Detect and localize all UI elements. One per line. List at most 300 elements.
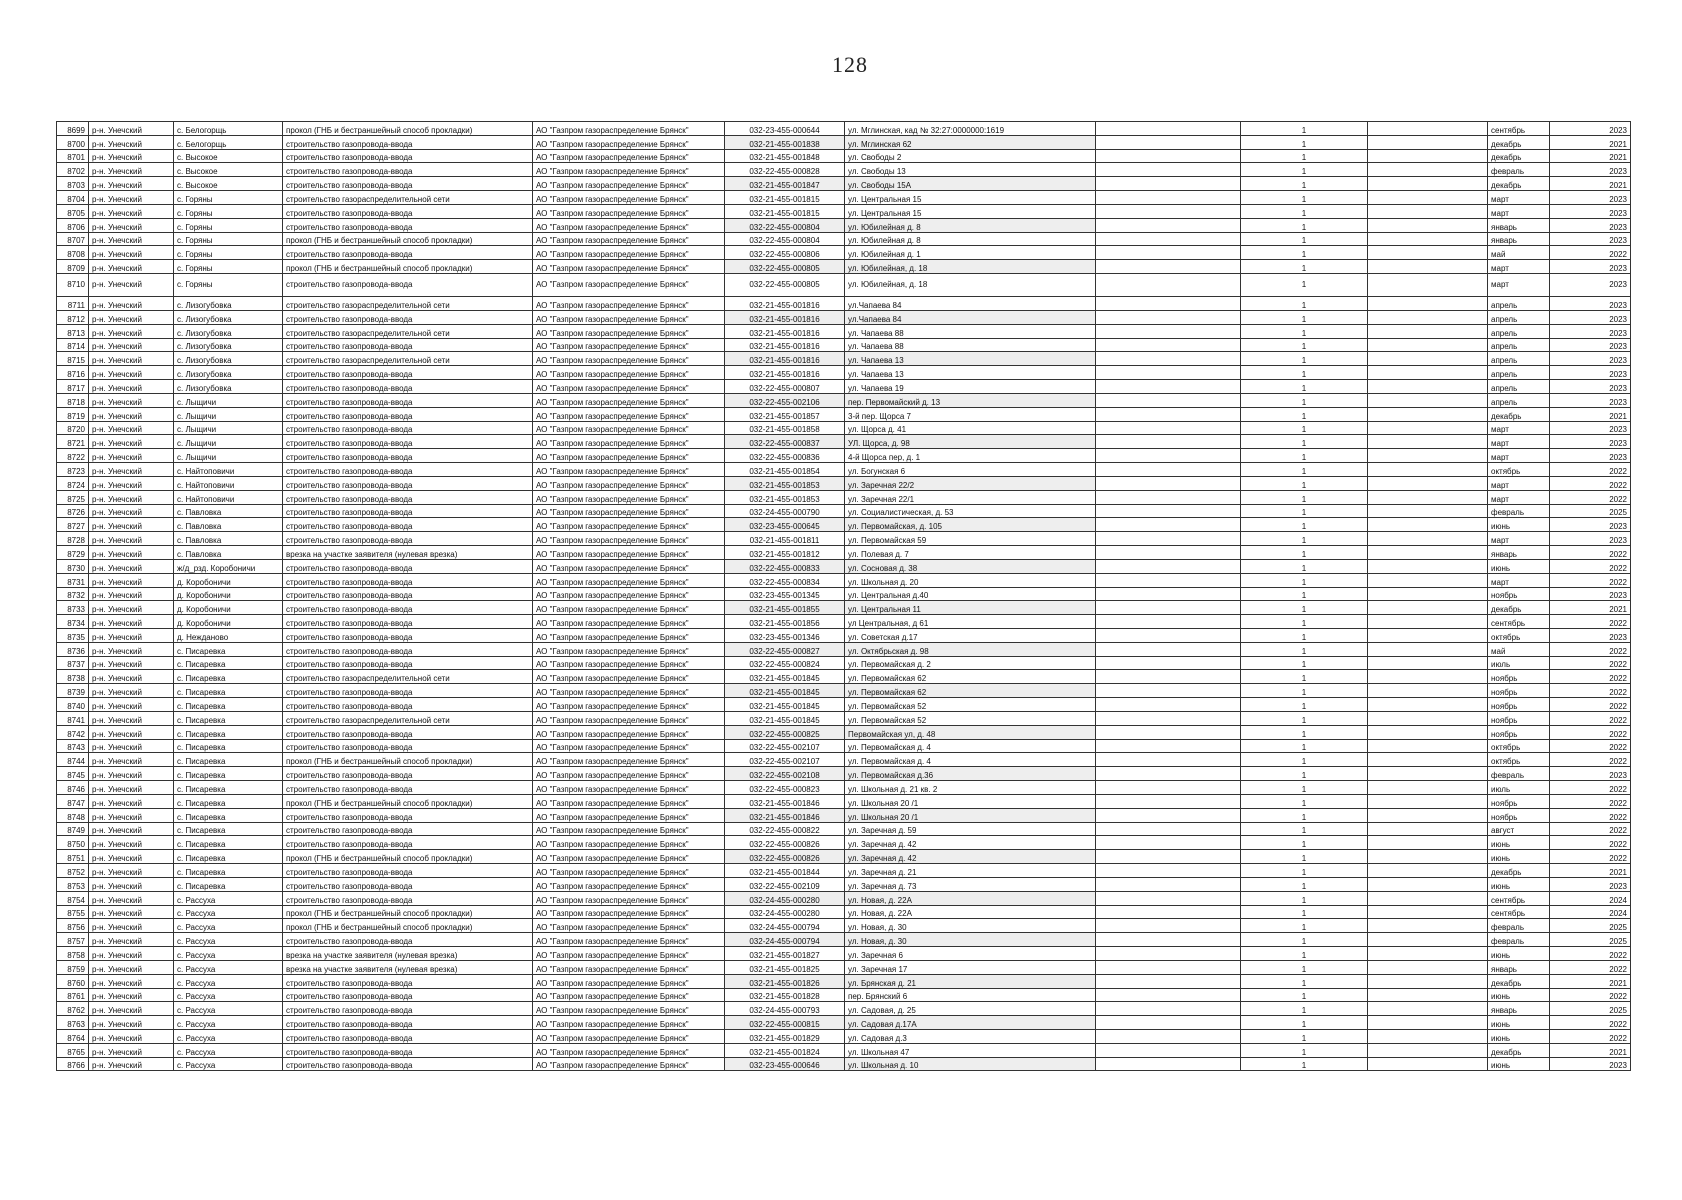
work-type: строительство газопровода-ввода: [283, 808, 533, 822]
work-type: строительство газопровода-ввода: [283, 518, 533, 532]
settlement: с. Горяны: [174, 204, 283, 218]
month: декабрь: [1488, 864, 1550, 878]
district: р-н. Унечский: [89, 808, 174, 822]
settlement: с. Писаревка: [174, 850, 283, 864]
organization: АО "Газпром газораспределение Брянск": [533, 380, 725, 394]
settlement: с. Писаревка: [174, 836, 283, 850]
address: ул. Полевая д. 7: [845, 546, 1096, 560]
table-row: [57, 781, 1631, 795]
month: ноябрь: [1488, 725, 1550, 739]
request-code: 032-22-455-002106: [725, 393, 845, 407]
address: ул. Первомайская д. 4: [845, 739, 1096, 753]
quantity: 1: [1241, 767, 1368, 781]
empty-cell: [1368, 338, 1488, 352]
district: р-н. Унечский: [89, 177, 174, 191]
empty-cell: [1368, 177, 1488, 191]
settlement: с. Найтоповичи: [174, 476, 283, 490]
empty-cell: [1368, 767, 1488, 781]
row-number: 8702: [57, 163, 89, 177]
table-row: [57, 490, 1631, 504]
empty-cell: [1096, 933, 1241, 947]
settlement: с. Рассуха: [174, 1016, 283, 1030]
row-number: 8714: [57, 338, 89, 352]
table-row: [57, 836, 1631, 850]
row-number: 8713: [57, 324, 89, 338]
empty-cell: [1096, 587, 1241, 601]
address: ул.Чапаева 84: [845, 297, 1096, 311]
row-number: 8760: [57, 974, 89, 988]
empty-cell: [1368, 218, 1488, 232]
quantity: 1: [1241, 380, 1368, 394]
year: 2021: [1550, 974, 1631, 988]
table-row: [57, 891, 1631, 905]
quantity: 1: [1241, 919, 1368, 933]
settlement: с. Высокое: [174, 163, 283, 177]
organization: АО "Газпром газораспределение Брянск": [533, 218, 725, 232]
month: апрель: [1488, 352, 1550, 366]
request-code: 032-22-455-000804: [725, 218, 845, 232]
table-row: [57, 352, 1631, 366]
empty-cell: [1096, 864, 1241, 878]
district: р-н. Унечский: [89, 684, 174, 698]
district: р-н. Унечский: [89, 338, 174, 352]
table-row: [57, 163, 1631, 177]
request-code: 032-21-455-001858: [725, 421, 845, 435]
year: 2023: [1550, 518, 1631, 532]
settlement: с. Лизогубовка: [174, 324, 283, 338]
table-row: [57, 1043, 1631, 1057]
empty-cell: [1368, 518, 1488, 532]
request-code: 032-22-455-000804: [725, 232, 845, 246]
year: 2022: [1550, 1030, 1631, 1044]
address: ул. Щорса д. 41: [845, 421, 1096, 435]
district: р-н. Унечский: [89, 366, 174, 380]
empty-cell: [1368, 988, 1488, 1002]
request-code: 032-21-455-001815: [725, 191, 845, 205]
settlement: с. Рассуха: [174, 933, 283, 947]
empty-cell: [1368, 504, 1488, 518]
settlement: с. Горяны: [174, 218, 283, 232]
row-number: 8738: [57, 670, 89, 684]
empty-cell: [1096, 177, 1241, 191]
empty-cell: [1368, 274, 1488, 297]
empty-cell: [1096, 260, 1241, 274]
year: 2023: [1550, 260, 1631, 274]
request-code: 032-22-455-000823: [725, 781, 845, 795]
settlement: с. Писаревка: [174, 656, 283, 670]
settlement: с. Лыщичи: [174, 393, 283, 407]
settlement: д. Коробоничи: [174, 573, 283, 587]
request-code: 032-21-455-001845: [725, 698, 845, 712]
organization: АО "Газпром газораспределение Брянск": [533, 135, 725, 149]
empty-cell: [1096, 670, 1241, 684]
quantity: 1: [1241, 615, 1368, 629]
address: ул. Мглинская 62: [845, 135, 1096, 149]
request-code: 032-24-455-000794: [725, 919, 845, 933]
row-number: 8755: [57, 905, 89, 919]
table-row: [57, 628, 1631, 642]
table-row: [57, 933, 1631, 947]
row-number: 8739: [57, 684, 89, 698]
empty-cell: [1096, 435, 1241, 449]
work-type: строительство газопровода-ввода: [283, 1030, 533, 1044]
table-row: [57, 559, 1631, 573]
table-row: [57, 988, 1631, 1002]
work-type: прокол (ГНБ и бестраншейный способ прокладки): [283, 122, 533, 136]
year: 2021: [1550, 1043, 1631, 1057]
year: 2022: [1550, 753, 1631, 767]
address: ул. Социалистическая, д. 53: [845, 504, 1096, 518]
empty-cell: [1096, 204, 1241, 218]
work-type: прокол (ГНБ и бестраншейный способ прокладки): [283, 919, 533, 933]
work-type: строительство газопровода-ввода: [283, 380, 533, 394]
empty-cell: [1096, 739, 1241, 753]
work-type: врезка на участке заявителя (нулевая врезка): [283, 947, 533, 961]
empty-cell: [1368, 232, 1488, 246]
organization: АО "Газпром газораспределение Брянск": [533, 274, 725, 297]
year: 2024: [1550, 891, 1631, 905]
organization: АО "Газпром газораспределение Брянск": [533, 1057, 725, 1071]
district: р-н. Унечский: [89, 628, 174, 642]
request-code: 032-22-455-000805: [725, 260, 845, 274]
organization: АО "Газпром газораспределение Брянск": [533, 504, 725, 518]
address: ул. Центральная 15: [845, 191, 1096, 205]
empty-cell: [1368, 476, 1488, 490]
month: апрель: [1488, 366, 1550, 380]
row-number: 8736: [57, 642, 89, 656]
empty-cell: [1096, 246, 1241, 260]
table-row: [57, 393, 1631, 407]
table-row: [57, 435, 1631, 449]
empty-cell: [1096, 753, 1241, 767]
quantity: 1: [1241, 218, 1368, 232]
address: ул. Заречная 22/1: [845, 490, 1096, 504]
quantity: 1: [1241, 274, 1368, 297]
address: ул. Новая, д. 30: [845, 933, 1096, 947]
empty-cell: [1096, 684, 1241, 698]
year: 2025: [1550, 919, 1631, 933]
empty-cell: [1096, 1043, 1241, 1057]
organization: АО "Газпром газораспределение Брянск": [533, 260, 725, 274]
organization: АО "Газпром газораспределение Брянск": [533, 297, 725, 311]
month: январь: [1488, 232, 1550, 246]
organization: АО "Газпром газораспределение Брянск": [533, 794, 725, 808]
request-code: 032-21-455-001816: [725, 338, 845, 352]
empty-cell: [1368, 352, 1488, 366]
request-code: 032-22-455-000833: [725, 559, 845, 573]
year: 2022: [1550, 684, 1631, 698]
request-code: 032-22-455-000825: [725, 725, 845, 739]
quantity: 1: [1241, 836, 1368, 850]
month: октябрь: [1488, 463, 1550, 477]
empty-cell: [1096, 218, 1241, 232]
table-row: [57, 919, 1631, 933]
work-type: прокол (ГНБ и бестраншейный способ прокладки): [283, 232, 533, 246]
row-number: 8756: [57, 919, 89, 933]
organization: АО "Газпром газораспределение Брянск": [533, 1016, 725, 1030]
year: 2023: [1550, 449, 1631, 463]
month: ноябрь: [1488, 684, 1550, 698]
organization: АО "Газпром газораспределение Брянск": [533, 850, 725, 864]
request-code: 032-23-455-001346: [725, 628, 845, 642]
empty-cell: [1096, 850, 1241, 864]
month: март: [1488, 476, 1550, 490]
work-type: строительство газопровода-ввода: [283, 246, 533, 260]
empty-cell: [1096, 421, 1241, 435]
table-row: [57, 877, 1631, 891]
settlement: с. Найтоповичи: [174, 463, 283, 477]
empty-cell: [1096, 1030, 1241, 1044]
year: 2022: [1550, 698, 1631, 712]
request-code: 032-22-455-000807: [725, 380, 845, 394]
organization: АО "Газпром газораспределение Брянск": [533, 960, 725, 974]
district: р-н. Унечский: [89, 587, 174, 601]
empty-cell: [1368, 1043, 1488, 1057]
address: ул. Заречная д. 42: [845, 850, 1096, 864]
settlement: с. Лыщичи: [174, 421, 283, 435]
district: р-н. Унечский: [89, 822, 174, 836]
empty-cell: [1096, 905, 1241, 919]
quantity: 1: [1241, 463, 1368, 477]
page-number: 128: [832, 52, 868, 77]
work-type: строительство газопровода-ввода: [283, 393, 533, 407]
empty-cell: [1096, 297, 1241, 311]
year: 2023: [1550, 393, 1631, 407]
request-code: 032-22-455-000805: [725, 274, 845, 297]
settlement: с. Белогорщь: [174, 135, 283, 149]
settlement: с. Писаревка: [174, 725, 283, 739]
row-number: 8709: [57, 260, 89, 274]
empty-cell: [1096, 891, 1241, 905]
year: 2023: [1550, 532, 1631, 546]
row-number: 8720: [57, 421, 89, 435]
quantity: 1: [1241, 864, 1368, 878]
district: р-н. Унечский: [89, 407, 174, 421]
district: р-н. Унечский: [89, 393, 174, 407]
quantity: 1: [1241, 933, 1368, 947]
empty-cell: [1368, 204, 1488, 218]
quantity: 1: [1241, 850, 1368, 864]
table-row: [57, 615, 1631, 629]
address: ул. Свободы 15А: [845, 177, 1096, 191]
table-row: [57, 808, 1631, 822]
table-row: [57, 135, 1631, 149]
organization: АО "Газпром газораспределение Брянск": [533, 615, 725, 629]
month: июнь: [1488, 1057, 1550, 1071]
empty-cell: [1368, 573, 1488, 587]
table-row: [57, 725, 1631, 739]
address: ул. Заречная 17: [845, 960, 1096, 974]
month: июнь: [1488, 947, 1550, 961]
organization: АО "Газпром газораспределение Брянск": [533, 1002, 725, 1016]
empty-cell: [1096, 504, 1241, 518]
empty-cell: [1096, 725, 1241, 739]
request-code: 032-21-455-001844: [725, 864, 845, 878]
table-row: [57, 905, 1631, 919]
organization: АО "Газпром газораспределение Брянск": [533, 435, 725, 449]
row-number: 8700: [57, 135, 89, 149]
request-code: 032-21-455-001816: [725, 324, 845, 338]
organization: АО "Газпром газораспределение Брянск": [533, 518, 725, 532]
table-row: [57, 232, 1631, 246]
organization: АО "Газпром газораспределение Брянск": [533, 753, 725, 767]
district: р-н. Унечский: [89, 905, 174, 919]
empty-cell: [1368, 960, 1488, 974]
address: ул. Садовая, д. 25: [845, 1002, 1096, 1016]
request-code: 032-21-455-001816: [725, 352, 845, 366]
row-number: 8701: [57, 149, 89, 163]
year: 2021: [1550, 601, 1631, 615]
year: 2022: [1550, 739, 1631, 753]
quantity: 1: [1241, 601, 1368, 615]
request-code: 032-22-455-000822: [725, 822, 845, 836]
quantity: 1: [1241, 781, 1368, 795]
quantity: 1: [1241, 656, 1368, 670]
organization: АО "Газпром газораспределение Брянск": [533, 407, 725, 421]
settlement: с. Писаревка: [174, 794, 283, 808]
work-type: строительство газопровода-ввода: [283, 822, 533, 836]
table-row: [57, 1016, 1631, 1030]
empty-cell: [1096, 546, 1241, 560]
month: декабрь: [1488, 135, 1550, 149]
address: ул Центральная, д 61: [845, 615, 1096, 629]
district: р-н. Унечский: [89, 573, 174, 587]
quantity: 1: [1241, 232, 1368, 246]
row-number: 8728: [57, 532, 89, 546]
address: ул. Новая, д. 22А: [845, 891, 1096, 905]
quantity: 1: [1241, 518, 1368, 532]
request-code: 032-22-455-000824: [725, 656, 845, 670]
empty-cell: [1368, 559, 1488, 573]
month: декабрь: [1488, 407, 1550, 421]
work-type: строительство газопровода-ввода: [283, 864, 533, 878]
empty-cell: [1096, 836, 1241, 850]
month: июнь: [1488, 559, 1550, 573]
month: апрель: [1488, 380, 1550, 394]
work-type: врезка на участке заявителя (нулевая врезка): [283, 546, 533, 560]
district: р-н. Унечский: [89, 297, 174, 311]
table-row: [57, 587, 1631, 601]
settlement: д. Коробоничи: [174, 615, 283, 629]
table-row: [57, 794, 1631, 808]
work-type: строительство газопровода-ввода: [283, 628, 533, 642]
work-type: строительство газопровода-ввода: [283, 366, 533, 380]
quantity: 1: [1241, 490, 1368, 504]
district: р-н. Унечский: [89, 698, 174, 712]
district: р-н. Унечский: [89, 191, 174, 205]
year: 2022: [1550, 781, 1631, 795]
quantity: 1: [1241, 1043, 1368, 1057]
district: р-н. Унечский: [89, 1002, 174, 1016]
empty-cell: [1096, 163, 1241, 177]
empty-cell: [1368, 532, 1488, 546]
organization: АО "Газпром газораспределение Брянск": [533, 642, 725, 656]
year: 2023: [1550, 628, 1631, 642]
address: ул. Заречная 6: [845, 947, 1096, 961]
request-code: 032-22-455-000827: [725, 642, 845, 656]
month: август: [1488, 822, 1550, 836]
row-number: 8711: [57, 297, 89, 311]
district: р-н. Унечский: [89, 615, 174, 629]
request-code: 032-21-455-001853: [725, 490, 845, 504]
empty-cell: [1368, 698, 1488, 712]
table-row: [57, 1002, 1631, 1016]
empty-cell: [1368, 919, 1488, 933]
organization: АО "Газпром газораспределение Брянск": [533, 891, 725, 905]
quantity: 1: [1241, 573, 1368, 587]
table-row: [57, 573, 1631, 587]
work-type: прокол (ГНБ и бестраншейный способ прокладки): [283, 260, 533, 274]
settlement: с. Горяны: [174, 274, 283, 297]
table-row: [57, 274, 1631, 297]
organization: АО "Газпром газораспределение Брянск": [533, 177, 725, 191]
organization: АО "Газпром газораспределение Брянск": [533, 725, 725, 739]
table-row: [57, 324, 1631, 338]
request-code: 032-21-455-001855: [725, 601, 845, 615]
address: ул. Первомайская 52: [845, 698, 1096, 712]
settlement: с. Писаревка: [174, 781, 283, 795]
organization: АО "Газпром газораспределение Брянск": [533, 974, 725, 988]
empty-cell: [1096, 1057, 1241, 1071]
year: 2024: [1550, 905, 1631, 919]
district: р-н. Унечский: [89, 463, 174, 477]
table-row: [57, 421, 1631, 435]
empty-cell: [1096, 122, 1241, 136]
row-number: 8749: [57, 822, 89, 836]
settlement: с. Писаревка: [174, 642, 283, 656]
table-row: [57, 149, 1631, 163]
year: 2023: [1550, 380, 1631, 394]
district: р-н. Унечский: [89, 435, 174, 449]
year: 2021: [1550, 407, 1631, 421]
quantity: 1: [1241, 177, 1368, 191]
quantity: 1: [1241, 947, 1368, 961]
address: ул. Первомайская 62: [845, 684, 1096, 698]
empty-cell: [1096, 628, 1241, 642]
request-code: 032-22-455-002109: [725, 877, 845, 891]
empty-cell: [1096, 767, 1241, 781]
month: март: [1488, 490, 1550, 504]
district: р-н. Унечский: [89, 601, 174, 615]
settlement: с. Павловка: [174, 546, 283, 560]
year: 2023: [1550, 352, 1631, 366]
empty-cell: [1368, 753, 1488, 767]
work-type: строительство газопровода-ввода: [283, 163, 533, 177]
row-number: 8748: [57, 808, 89, 822]
year: 2022: [1550, 808, 1631, 822]
address: ул. Сосновая д. 38: [845, 559, 1096, 573]
empty-cell: [1368, 260, 1488, 274]
empty-cell: [1096, 974, 1241, 988]
request-code: 032-21-455-001811: [725, 532, 845, 546]
year: 2022: [1550, 546, 1631, 560]
year: 2025: [1550, 504, 1631, 518]
year: 2022: [1550, 246, 1631, 260]
address: ул. Брянская д. 21: [845, 974, 1096, 988]
month: октябрь: [1488, 739, 1550, 753]
month: ноябрь: [1488, 711, 1550, 725]
empty-cell: [1096, 877, 1241, 891]
work-type: строительство газораспределительной сети: [283, 324, 533, 338]
district: р-н. Унечский: [89, 449, 174, 463]
work-type: строительство газопровода-ввода: [283, 601, 533, 615]
month: июнь: [1488, 877, 1550, 891]
year: 2022: [1550, 836, 1631, 850]
organization: АО "Газпром газораспределение Брянск": [533, 352, 725, 366]
address: ул. Первомайская д. 4: [845, 753, 1096, 767]
district: р-н. Унечский: [89, 310, 174, 324]
month: сентябрь: [1488, 615, 1550, 629]
